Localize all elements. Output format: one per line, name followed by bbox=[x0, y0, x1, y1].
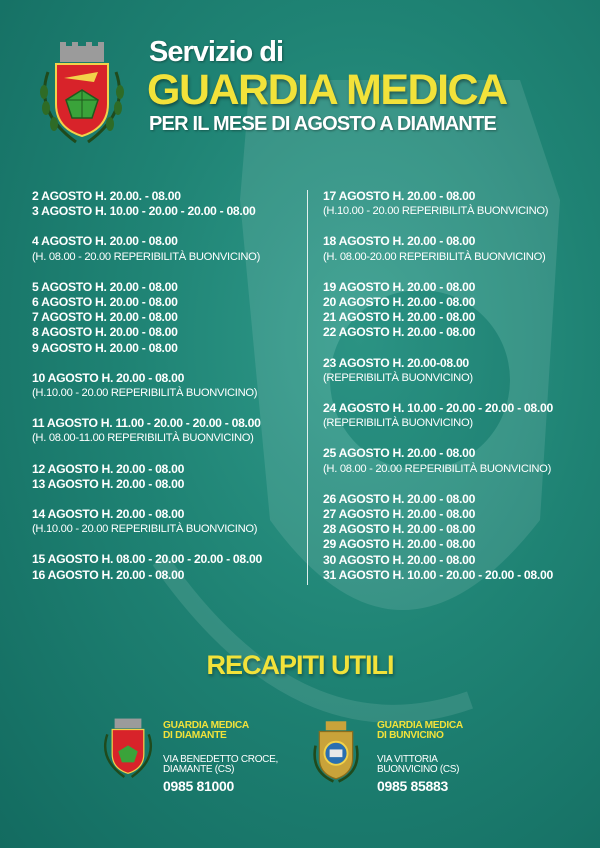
schedule-line: 25 AGOSTO H. 20.00 - 08.00 bbox=[323, 446, 476, 461]
schedule-line: 18 AGOSTO H. 20.00 - 08.00 bbox=[323, 234, 476, 249]
schedule-entry bbox=[323, 234, 553, 264]
contact-name-line2: DI BUNVICINO bbox=[377, 730, 444, 741]
contact-address-line1: VIA BENEDETTO CROCE, bbox=[163, 754, 278, 765]
contact-phone[interactable]: 0985 85883 bbox=[377, 778, 448, 794]
schedule-entry bbox=[32, 189, 262, 219]
schedule-entry bbox=[323, 446, 553, 476]
recapiti-title: RECAPITI UTILI bbox=[206, 650, 394, 680]
contact-diamante bbox=[163, 721, 278, 794]
schedule-entry bbox=[32, 416, 262, 446]
contact-address-line2: BUONVICINO (CS) bbox=[377, 764, 460, 775]
schedule-line: 27 AGOSTO H. 20.00 - 08.00 bbox=[323, 507, 476, 522]
schedule-entry bbox=[32, 280, 262, 356]
schedule-line: 16 AGOSTO H. 20.00 - 08.00 bbox=[32, 567, 185, 582]
diamante-crest-icon bbox=[36, 42, 128, 150]
buonvicino-crest-icon bbox=[310, 720, 362, 784]
header-month-line: PER IL MESE DI AGOSTO A DIAMANTE bbox=[149, 113, 497, 135]
schedule-line: (H. 08.00 - 20.00 REPERIBILITÀ BUONVICINO) bbox=[32, 250, 261, 263]
schedule-line: 8 AGOSTO H. 20.00 - 08.00 bbox=[32, 325, 178, 340]
schedule-line: (H.10.00 - 20.00 REPERIBILITÀ BUONVICINO) bbox=[32, 523, 258, 536]
schedule-line: (REPERIBILITÀ BUONVICINO) bbox=[323, 417, 473, 430]
schedule-entry bbox=[323, 189, 553, 219]
schedule-line: (REPERIBILITÀ BUONVICINO) bbox=[323, 371, 473, 384]
schedule-line: 6 AGOSTO H. 20.00 - 08.00 bbox=[32, 295, 178, 310]
schedule-entry bbox=[32, 507, 262, 537]
schedule-line: 13 AGOSTO H. 20.00 - 08.00 bbox=[32, 476, 185, 491]
schedule-entry bbox=[32, 371, 262, 401]
schedule-line: 7 AGOSTO H. 20.00 - 08.00 bbox=[32, 310, 178, 325]
header-subtitle: Servizio di bbox=[149, 36, 284, 68]
schedule-line: 26 AGOSTO H. 20.00 - 08.00 bbox=[323, 491, 476, 506]
contact-address-line2: DIAMANTE (CS) bbox=[163, 764, 235, 775]
schedule-line: 20 AGOSTO H. 20.00 - 08.00 bbox=[323, 295, 476, 310]
schedule-entry bbox=[32, 552, 262, 582]
diamante-crest-small-icon bbox=[100, 716, 156, 782]
schedule-line: (H. 08.00-11.00 REPERIBILITÀ BUONVICINO) bbox=[32, 432, 254, 445]
page-title: GUARDIA MEDICA bbox=[147, 66, 507, 114]
contact-address-line1: VIA VITTORIA bbox=[377, 754, 438, 765]
contact-phone[interactable]: 0985 81000 bbox=[163, 778, 234, 794]
schedule-line: (H.10.00 - 20.00 REPERIBILITÀ BUONVICINO) bbox=[32, 387, 258, 400]
schedule-line: 5 AGOSTO H. 20.00 - 08.00 bbox=[32, 279, 178, 294]
schedule-line: 22 AGOSTO H. 20.00 - 08.00 bbox=[323, 325, 476, 340]
contact-buonvicino bbox=[377, 721, 463, 794]
schedule-line: 17 AGOSTO H. 20.00 - 08.00 bbox=[323, 189, 476, 203]
schedule-line: 21 AGOSTO H. 20.00 - 08.00 bbox=[323, 310, 476, 325]
schedule-line: 14 AGOSTO H. 20.00 - 08.00 bbox=[32, 507, 185, 522]
schedule-entry bbox=[323, 401, 553, 431]
schedule-line: 19 AGOSTO H. 20.00 - 08.00 bbox=[323, 279, 476, 294]
schedule-line: 23 AGOSTO H. 20.00-08.00 bbox=[323, 355, 469, 370]
contact-name-line2: DI DIAMANTE bbox=[163, 730, 227, 741]
schedule-line: (H.10.00 - 20.00 REPERIBILITÀ BUONVICINO) bbox=[323, 205, 549, 218]
schedule-line: 4 AGOSTO H. 20.00 - 08.00 bbox=[32, 234, 178, 249]
contact-name-line1: GUARDIA MEDICA bbox=[377, 720, 463, 731]
schedule-entry bbox=[32, 234, 262, 264]
schedule-line: 3 AGOSTO H. 10.00 - 20.00 - 20.00 - 08.00 bbox=[32, 204, 256, 219]
schedule-line: 9 AGOSTO H. 20.00 - 08.00 bbox=[32, 340, 178, 355]
schedule-left-column bbox=[32, 189, 262, 598]
schedule-line: 24 AGOSTO H. 10.00 - 20.00 - 20.00 - 08.00 bbox=[323, 401, 553, 416]
schedule-line: 28 AGOSTO H. 20.00 - 08.00 bbox=[323, 522, 476, 537]
contact-name-line1: GUARDIA MEDICA bbox=[163, 720, 249, 731]
schedule-right-column bbox=[323, 189, 553, 598]
schedule-entry bbox=[323, 280, 553, 341]
schedule-line: 30 AGOSTO H. 20.00 - 08.00 bbox=[323, 552, 476, 567]
schedule-line: 31 AGOSTO H. 10.00 - 20.00 - 20.00 - 08.00 bbox=[323, 567, 553, 582]
schedule-line: (H. 08.00-20.00 REPERIBILITÀ BUONVICINO) bbox=[323, 250, 546, 263]
schedule-line: 2 AGOSTO H. 20.00. - 08.00 bbox=[32, 189, 181, 203]
schedule-line: (H. 08.00 - 20.00 REPERIBILITÀ BUONVICINO) bbox=[323, 462, 552, 475]
schedule-entry bbox=[323, 492, 553, 583]
schedule-line: 11 AGOSTO H. 11.00 - 20.00 - 20.00 - 08.00 bbox=[32, 416, 261, 431]
schedule-line: 29 AGOSTO H. 20.00 - 08.00 bbox=[323, 537, 476, 552]
schedule-entry bbox=[323, 356, 553, 386]
schedule-line: 15 AGOSTO H. 08.00 - 20.00 - 20.00 - 08.00 bbox=[32, 552, 262, 567]
schedule-line: 10 AGOSTO H. 20.00 - 08.00 bbox=[32, 370, 185, 385]
schedule-entry bbox=[32, 462, 262, 492]
schedule-line: 12 AGOSTO H. 20.00 - 08.00 bbox=[32, 461, 185, 476]
column-divider bbox=[307, 190, 308, 585]
